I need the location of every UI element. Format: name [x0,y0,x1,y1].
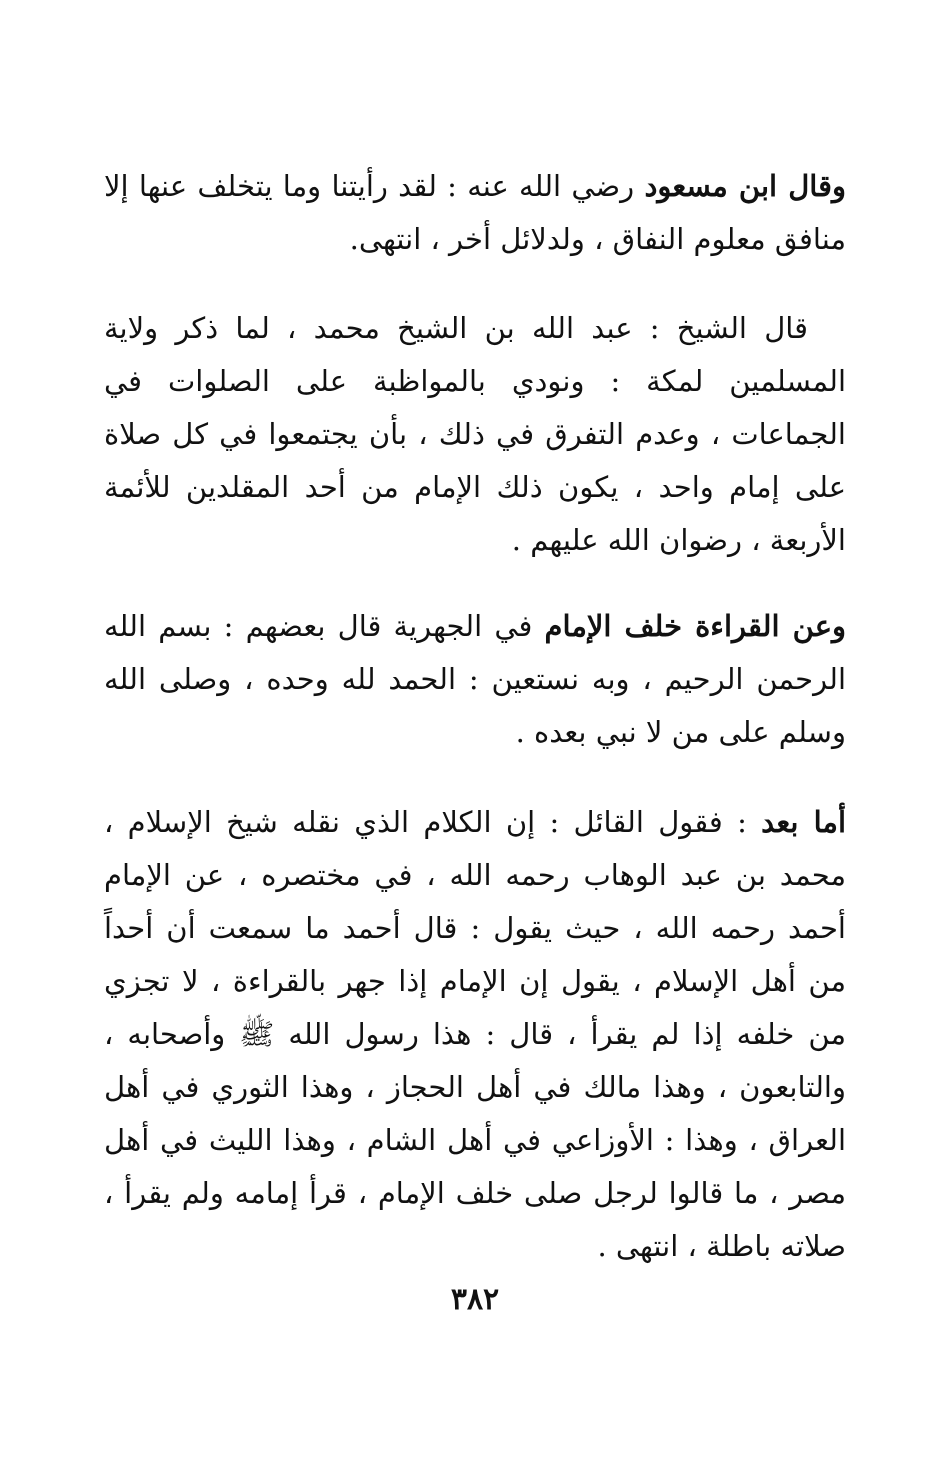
paragraph-sheikh-abdullah [104,302,846,567]
paragraph-lead: وعن القراءة خلف الإمام [544,609,846,643]
paragraph-text: : فقول القائل : إن الكلام الذي نقله شيخ الإسلام ، محمد بن عبد الوهاب رحمه الله ، في مختصره ، عن الإمام أحمد رحمه الله ، حيث يقول : قال أحمد ما سمعت أن أحداً من أهل الإسلام ، يقول إن الإمام إذا جهر بالقراءة ، لا تجزي من خلفه إذا لم يقرأ ، قال : هذا رسول الله ﷺ وأصحابه ، والتابعون ، وهذا مالك في أهل الحجاز ، وهذا الثوري في أهل العراق ، وهذا : الأوزاعي في أهل الشام ، وهذا الليث في أهل مصر ، ما قالوا لرجل صلى خلف الإمام ، قرأ إمامه ولم يقرأ ، صلاته باطلة ، انتهى . [104,805,846,1263]
page-number: ٣٨٢ [450,1282,500,1317]
paragraph-lead: وقال ابن مسعود [644,169,846,203]
paragraph-recitation-behind-imam [104,600,846,759]
paragraph-lead: أما بعد [761,805,847,839]
paragraph-text: قال الشيخ : عبد الله بن الشيخ محمد ، لما ذكر ولاية المسلمين لمكة : ونودي بالمواظبة على الصلوات في الجماعات ، وعدم التفرق في ذلك ، بأن يجتمعوا في كل صلاة على إمام واحد ، يكون ذلك الإمام من أحد المقلدين للأئمة الأربعة ، رضوان الله عليهم . [104,311,846,557]
paragraph-text: رضي الله عنه : لقد رأيتنا وما يتخلف عنها إلا منافق معلوم النفاق ، ولدلائل أخر ، انتهى. [104,169,846,256]
paragraph-amma-bad [104,796,846,1273]
paragraph-ibn-masud [104,160,846,266]
paragraph-text: في الجهرية قال بعضهم : بسم الله الرحمن الرحيم ، وبه نستعين : الحمد لله وحده ، وصلى الله وسلم على من لا نبي بعده . [104,609,846,749]
